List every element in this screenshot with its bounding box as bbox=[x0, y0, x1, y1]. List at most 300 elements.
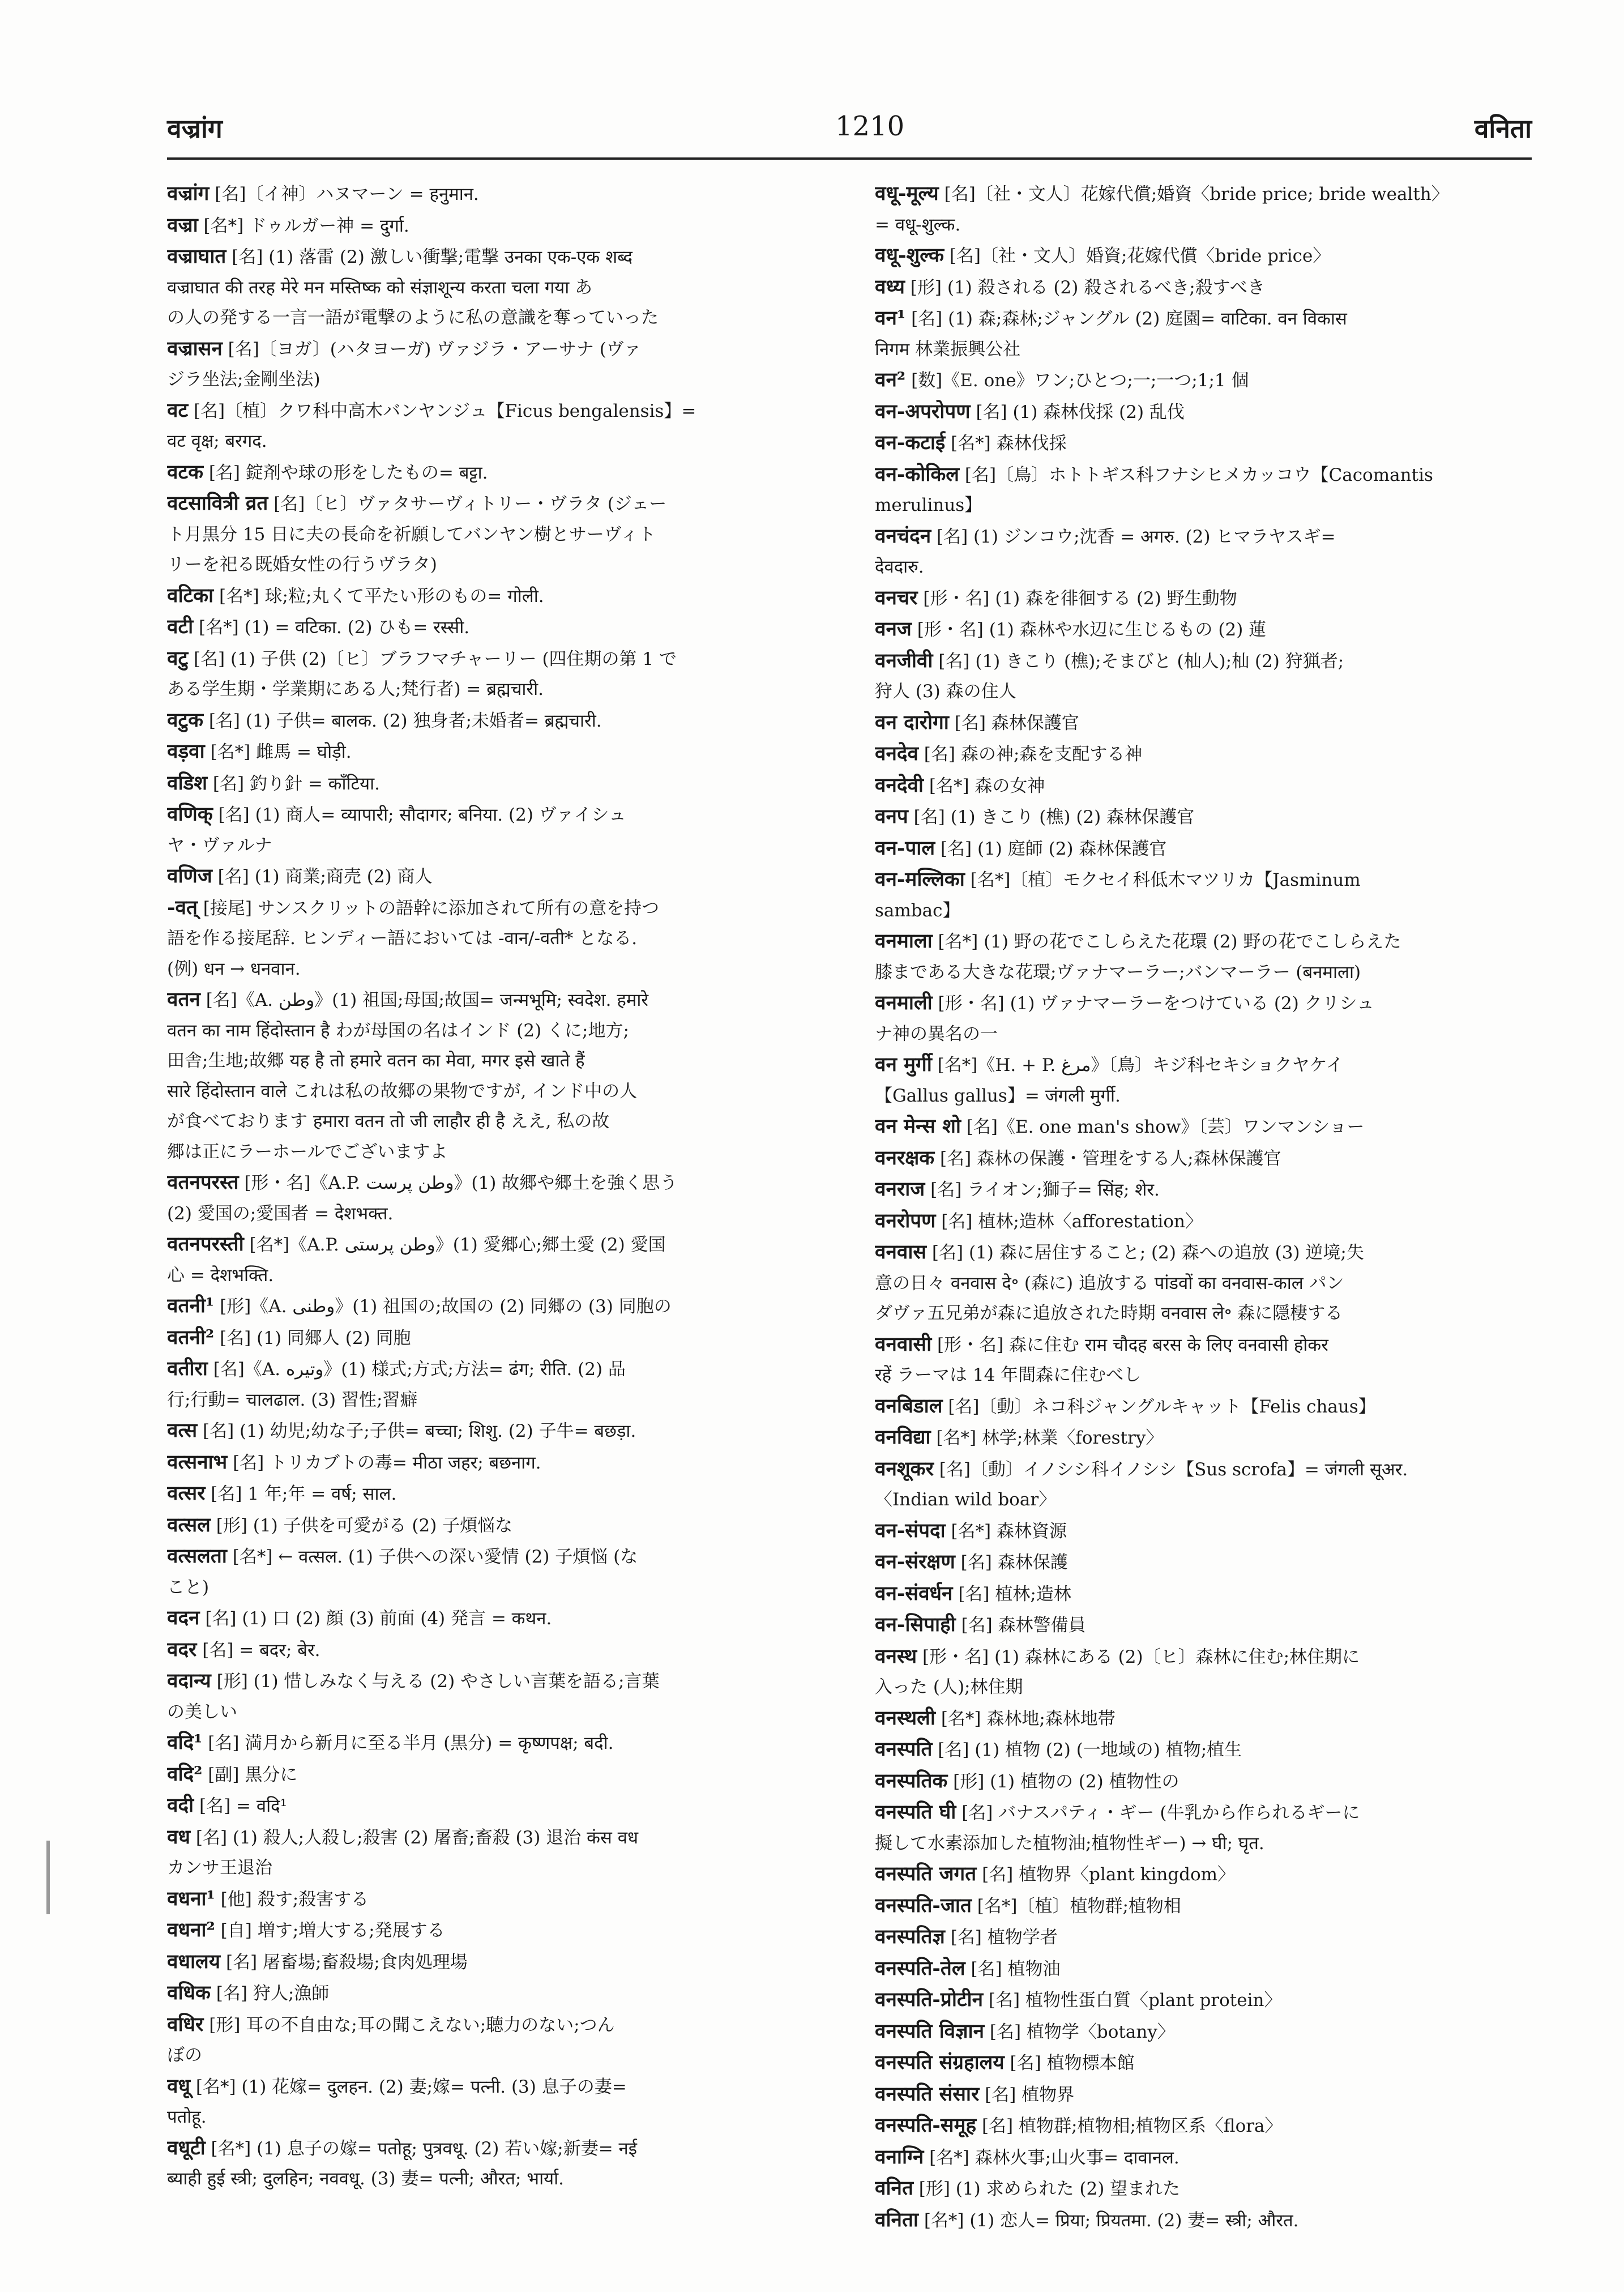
entry-headline: वदान्य [形] (1) 惜しみなく与える (2) やさしい言葉を語る;言葉 bbox=[167, 1669, 660, 1692]
dictionary-entry bbox=[167, 2071, 824, 2133]
entry-headline: वधू-शुल्क [名]〔社・文人〕婚資;花嫁代償〈bride price〉 bbox=[875, 244, 1331, 267]
entry-continuation: (2) 愛国の;愛国者 = देशभक्त. bbox=[167, 1203, 394, 1224]
dictionary-entry bbox=[167, 1291, 824, 1322]
dictionary-entry bbox=[167, 1354, 824, 1415]
entry-headline: वटी [名*] (1) = वटिका. (2) ひも= रस्सी. bbox=[167, 615, 470, 638]
dictionary-entry bbox=[167, 1229, 824, 1291]
entry-headline: वन दारोगा [名] 森林保護官 bbox=[875, 710, 1079, 734]
dictionary-entry bbox=[875, 1734, 1532, 1766]
dictionary-entry bbox=[167, 643, 824, 705]
entry-headline: वन मुर्गी [名*]《H. + P. مرغ》〔鳥〕キジ科セキショクヤケイ bbox=[875, 1053, 1344, 1076]
dictionary-entry bbox=[167, 1478, 824, 1510]
dictionary-entry bbox=[875, 1922, 1532, 1953]
headword: वनस्पति विज्ञान bbox=[875, 2019, 985, 2043]
entry-headline: वनस्पति घी [名] バナスパティ・ギー (牛乳から作られるギーに bbox=[875, 1800, 1360, 1824]
entry-continuation: (例) धन → धनवान. bbox=[167, 958, 301, 979]
headword: वट bbox=[167, 398, 189, 422]
headword: वज्रांग bbox=[167, 182, 210, 205]
entry-headline: वनस्पति संग्रहालय [名] 植物標本館 bbox=[875, 2051, 1135, 2074]
headword: वधूटी bbox=[167, 2136, 206, 2159]
entry-headline: वनित [形] (1) 求められた (2) 望まれた bbox=[875, 2176, 1181, 2200]
entry-headline: वत्सर [名] 1 年;年 = वर्ष; साल. bbox=[167, 1482, 397, 1505]
entry-headline: वनस्थ [形・名] (1) 森林にある (2)〔ヒ〕森林に住む;林住期に bbox=[875, 1644, 1360, 1668]
right-column bbox=[875, 178, 1532, 2236]
entry-continuation: sambac】 bbox=[875, 900, 960, 921]
entry-headline: वन मेन्स शो [名]《E. one man's show》〔芸〕ワンマンショー bbox=[875, 1115, 1365, 1138]
entry-headline: वनस्पति [名] (1) 植物 (2) (一地域の) 植物;植生 bbox=[875, 1738, 1242, 1761]
headword: वतनपरस्त bbox=[167, 1171, 239, 1194]
headword: वत्सर bbox=[167, 1482, 206, 1505]
headword: वज्रा bbox=[167, 213, 198, 237]
dictionary-entry bbox=[167, 768, 824, 800]
dictionary-entry bbox=[875, 272, 1532, 304]
headword: वनवासी bbox=[875, 1332, 932, 1356]
dictionary-entry bbox=[875, 1547, 1532, 1578]
dictionary-entry bbox=[875, 614, 1532, 646]
headword: वधना² bbox=[167, 1918, 215, 1941]
headword: वनस्पति-तेल bbox=[875, 1956, 965, 1980]
headword: वनस्पति-जात bbox=[875, 1893, 972, 1917]
headword: वनराज bbox=[875, 1177, 925, 1201]
dictionary-entry bbox=[875, 1206, 1532, 1237]
headword: वनप bbox=[875, 805, 908, 828]
entry-continuation: = वधू-शुल्क. bbox=[875, 214, 961, 235]
dictionary-entry bbox=[167, 1884, 824, 1915]
dictionary-entry bbox=[875, 926, 1532, 988]
dictionary-entry bbox=[167, 395, 824, 457]
entry-continuation: リーを祀る既婚女性の行うヴラタ) bbox=[167, 554, 437, 575]
headword: वतनी¹ bbox=[167, 1294, 215, 1317]
dictionary-entry bbox=[875, 1454, 1532, 1516]
dictionary-entry bbox=[875, 833, 1532, 865]
entry-headline: वन-पाल [名] (1) 庭師 (2) 森林保護官 bbox=[875, 836, 1167, 860]
headword: वन-सिपाही bbox=[875, 1613, 956, 1636]
headword: वनविद्या bbox=[875, 1425, 931, 1449]
entry-headline: वन-कोकिल [名]〔鳥〕ホトトギス科フナシヒメカッコウ【Cacomantis bbox=[875, 462, 1433, 486]
dictionary-entry bbox=[875, 1797, 1532, 1859]
entry-continuation: 田舎;生地;故郷 यह है तो हमारे वतन का मेवा, मगर इसे खाते हैं bbox=[167, 1051, 585, 1071]
headword: वदर bbox=[167, 1637, 197, 1661]
headword: वनस्पति जगत bbox=[875, 1862, 977, 1885]
entry-headline: वधू-मूल्य [名]〔社・文人〕花嫁代償;婚資〈bride price; bride wealth〉 bbox=[875, 182, 1449, 205]
entry-headline: वनज [形・名] (1) 森林や水辺に生じるもの (2) 蓮 bbox=[875, 617, 1267, 641]
dictionary-entry bbox=[167, 457, 824, 489]
entry-headline: वटसावित्री व्रत [名]〔ヒ〕ヴァタサーヴィトリー・ヴラタ (ジェー bbox=[167, 492, 667, 515]
headword: वनस्पतिक bbox=[875, 1769, 948, 1792]
dictionary-entry bbox=[875, 1422, 1532, 1454]
entry-headline: वनबिडाल [名]〔動〕ネコ科ジャングルキャット【Felis chaus】 bbox=[875, 1394, 1376, 1418]
entry-headline: वतन [名]《A. وطن》(1) 祖国;母国;故国= जन्मभूमि; स्वदेश. हमारे bbox=[167, 988, 649, 1011]
entry-headline: वज्रांग [名]〔イ神〕ハヌマーン = हनुमान. bbox=[167, 182, 479, 205]
entry-continuation: ब्याही हुई स्त्री; दुलहिन; नववधू. (3) 妻= पत्नी; औरत; भार्या. bbox=[167, 2169, 564, 2189]
headword: वतनपरस्ती bbox=[167, 1232, 244, 1256]
headword: वनज bbox=[875, 617, 912, 641]
entry-continuation: ダヴァ五兄弟が森に追放された時期 वनवास ले॰ 森に隠棲する bbox=[875, 1303, 1343, 1324]
entry-headline: वनशूकर [名]〔動〕イノシシ科イノシシ【Sus scrofa】= जंगली सूअर. bbox=[875, 1457, 1408, 1480]
entry-headline: वनस्पतिज्ञ [名] 植物学者 bbox=[875, 1925, 1058, 1948]
dictionary-entry bbox=[167, 1167, 824, 1229]
entry-headline: वदि¹ [名] 満月から新月に至る半月 (黒分) = कृष्णपक्ष; बदी. bbox=[167, 1731, 614, 1754]
headword: वदन bbox=[167, 1606, 200, 1629]
headword: वदी bbox=[167, 1794, 194, 1817]
entry-headline: वनस्पति-जात [名*]〔植〕植物群;植物相 bbox=[875, 1893, 1181, 1917]
entry-headline: वनस्पति संसार [名] 植物界 bbox=[875, 2082, 1075, 2106]
headword: वनचर bbox=[875, 586, 918, 609]
dictionary-entry bbox=[167, 799, 824, 861]
dictionary-entry bbox=[875, 521, 1532, 583]
headword: वन मुर्गी bbox=[875, 1053, 932, 1076]
entry-continuation: 語を作る接尾辞. ヒンディー語においては -वान/-वती* となる. bbox=[167, 928, 638, 949]
dictionary-entry bbox=[875, 801, 1532, 833]
entry-headline: वन² [数]《E. one》ワン;ひとつ;一;一つ;1;1 個 bbox=[875, 368, 1249, 391]
entry-headline: वटुक [名] (1) 子供= बालक. (2) 独身者;未婚者= ब्रह्मचारी. bbox=[167, 708, 602, 732]
entry-headline: वत्सलता [名*] ← वत्सल. (1) 子供への深い愛情 (2) 子煩悩 (な bbox=[167, 1544, 638, 1568]
headword: वणिज bbox=[167, 864, 212, 887]
headword: वन-संवर्धन bbox=[875, 1581, 953, 1605]
headword: वड़वा bbox=[167, 740, 205, 763]
headword: वटक bbox=[167, 460, 203, 484]
headword: वन-पाल bbox=[875, 836, 935, 860]
headword: वनबिडाल bbox=[875, 1394, 943, 1418]
headword: वटुक bbox=[167, 708, 203, 732]
headword: वन-संरक्षण bbox=[875, 1550, 955, 1573]
entry-headline: वनमाला [名*] (1) 野の花でこしらえた花環 (2) 野の花でこしらえた bbox=[875, 929, 1401, 953]
headword: वदि¹ bbox=[167, 1731, 203, 1754]
dictionary-entry bbox=[167, 488, 824, 581]
headword: वणिक् bbox=[167, 803, 213, 826]
entry-headline: वन-मल्लिका [名*]〔植〕モクセイ科低木マツリカ【Jasminum bbox=[875, 868, 1361, 891]
headword: वनमाली bbox=[875, 991, 933, 1014]
dictionary-entry bbox=[875, 1143, 1532, 1175]
headword: वन मेन्स शो bbox=[875, 1115, 961, 1138]
entry-continuation: 入った (人);林住期 bbox=[875, 1677, 1023, 1697]
headword: वनचंदन bbox=[875, 524, 931, 548]
dictionary-entry bbox=[167, 1947, 824, 1978]
entry-headline: वधालय [名] 屠畜場;畜殺場;食肉処理場 bbox=[167, 1949, 468, 1973]
dictionary-entry bbox=[167, 984, 824, 1167]
page-header bbox=[167, 110, 1532, 156]
entry-headline: वन-संपदा [名*] 森林資源 bbox=[875, 1518, 1067, 1542]
headword: वनरक्षक bbox=[875, 1146, 935, 1170]
headword: वनस्पति bbox=[875, 1738, 933, 1761]
entry-headline: वन-संवर्धन [名] 植林;造林 bbox=[875, 1581, 1071, 1605]
dictionary-entry bbox=[167, 1759, 824, 1791]
headword: वन¹ bbox=[875, 306, 906, 330]
dictionary-entry bbox=[875, 1703, 1532, 1735]
headword: वन-कोकिल bbox=[875, 462, 960, 486]
entry-headline: वडिश [名] 釣り針 = काँटिया. bbox=[167, 771, 380, 795]
entry-continuation: 膝まである大きな花環;ヴァナマーラー;バンマーラー (बनमाला) bbox=[875, 962, 1361, 983]
entry-headline: वटु [名] (1) 子供 (2)〔ヒ〕ブラフマチャーリー (四住期の第 1 で bbox=[167, 646, 677, 670]
dictionary-entry bbox=[875, 1859, 1532, 1890]
dictionary-entry bbox=[167, 1415, 824, 1447]
dictionary-entry bbox=[875, 1953, 1532, 1985]
entry-headline: वनाग्नि [名*] 森林火事;山火事= दावानल. bbox=[875, 2145, 1179, 2169]
headword: वनस्पति संग्रहालय bbox=[875, 2051, 1005, 2074]
dictionary-entry bbox=[875, 2205, 1532, 2236]
dictionary-entry bbox=[167, 1634, 824, 1666]
entry-headline: वनरोपण [名] 植林;造林〈afforestation〉 bbox=[875, 1209, 1203, 1232]
headword: वदान्य bbox=[167, 1669, 211, 1692]
headword: वन-कटाई bbox=[875, 431, 946, 454]
entry-headline: वणिज [名] (1) 商業;商売 (2) 商人 bbox=[167, 864, 433, 887]
dictionary-entry bbox=[167, 861, 824, 893]
header-right-guide-word: वनिता bbox=[1474, 113, 1532, 144]
entry-headline: वनचंदन [名] (1) ジンコウ;沈香 = अगरु. (2) ヒマラヤスギ= bbox=[875, 524, 1336, 548]
entry-headline: वनमाली [形・名] (1) ヴァナマーラーをつけている (2) クリシュ bbox=[875, 991, 1375, 1014]
entry-continuation: ナ神の異名の一 bbox=[875, 1023, 998, 1044]
entry-headline: वनविद्या [名*] 林学;林業〈forestry〉 bbox=[875, 1425, 1164, 1449]
entry-continuation: देवदारु. bbox=[875, 557, 924, 577]
headword: वत्सलता bbox=[167, 1544, 227, 1568]
dictionary-entry bbox=[167, 1447, 824, 1479]
entry-headline: वनस्पति-प्रोटीन [名] 植物性蛋白質〈plant protein〉 bbox=[875, 1988, 1282, 2011]
entry-headline: वदि² [副] 黒分に bbox=[167, 1762, 298, 1786]
headword: वत्स bbox=[167, 1419, 198, 1442]
entry-headline: वधू [名*] (1) 花嫁= दुलहन. (2) 妻;嫁= पत्नी. (3) 息子の妻= bbox=[167, 2074, 627, 2098]
entry-continuation: वतन का नाम हिंदोस्तान है わが母国の名はインド (2) くに;地方; bbox=[167, 1020, 629, 1041]
entry-continuation: ト月黒分 15 日に夫の長命を祈願してバンヤン樹とサーヴィト bbox=[167, 524, 656, 545]
entry-headline: वत्स [名] (1) 幼児;幼な子;子供= बच्चा; शिशु. (2) 子牛= बछड़ा. bbox=[167, 1419, 636, 1442]
headword: वधू-मूल्य bbox=[875, 182, 939, 205]
entry-headline: वदर [名] = बदर; बेर. bbox=[167, 1637, 320, 1661]
headword: वज्राघात bbox=[167, 245, 226, 268]
entry-continuation: 意の日々 वनवास दे॰ (森に) 追放する पांडवों का वनवास-काल パン bbox=[875, 1273, 1344, 1294]
dictionary-entry bbox=[167, 210, 824, 242]
entry-continuation: 郷は正にラーホールでございますよ bbox=[167, 1141, 448, 1162]
dictionary-entry bbox=[875, 2173, 1532, 2205]
headword: वनस्पतिज्ञ bbox=[875, 1925, 945, 1948]
headword: वधू bbox=[167, 2074, 190, 2098]
entry-headline: वनरक्षक [名] 森林の保護・管理をする人;森林保護官 bbox=[875, 1146, 1281, 1170]
dictionary-entry bbox=[167, 736, 824, 768]
entry-continuation: カンサ王退治 bbox=[167, 1858, 272, 1878]
dictionary-entry bbox=[875, 1049, 1532, 1111]
entry-headline: वनदेवी [名*] 森の女神 bbox=[875, 773, 1045, 797]
dictionary-entry bbox=[875, 864, 1532, 926]
entry-headline: वन-सिपाही [名] 森林警備員 bbox=[875, 1613, 1086, 1636]
entry-headline: वट [名]〔植〕クワ科中高木バンヤンジュ【Ficus bengalensis】= bbox=[167, 398, 696, 422]
header-rule bbox=[167, 157, 1532, 160]
entry-continuation: 【Gallus gallus】= जंगली मुर्गी. bbox=[875, 1085, 1121, 1106]
dictionary-entry bbox=[875, 2016, 1532, 2048]
entry-headline: वत्सल [形] (1) 子供を可愛がる (2) 子煩悩な bbox=[167, 1513, 513, 1536]
headword: वन² bbox=[875, 368, 906, 391]
dictionary-entry bbox=[167, 2009, 824, 2071]
headword: वन दारोगा bbox=[875, 710, 949, 734]
headword: वन-मल्लिका bbox=[875, 868, 965, 891]
dictionary-entry bbox=[167, 581, 824, 612]
entry-headline: वनराज [名] ライオン;獅子= सिंह; शेर. bbox=[875, 1177, 1160, 1201]
entry-headline: वतनपरस्त [形・名]《A.P. وطن پرست》(1) 故郷や郷土を強く思う bbox=[167, 1171, 678, 1194]
entry-headline: वनचर [形・名] (1) 森を徘徊する (2) 野生動物 bbox=[875, 586, 1237, 609]
dictionary-entry bbox=[875, 2079, 1532, 2111]
entry-continuation: の美しい bbox=[167, 1701, 237, 1722]
entry-continuation: 擬して水素添加した植物油;植物性ギー) → घी; घृत. bbox=[875, 1833, 1264, 1854]
headword: वनवास bbox=[875, 1240, 927, 1264]
dictionary-entry bbox=[167, 1322, 824, 1354]
entry-headline: वनस्पति-समूह [名] 植物群;植物相;植物区系〈flora〉 bbox=[875, 2114, 1283, 2137]
entry-headline: वतनी² [名] (1) 同郷人 (2) 同胞 bbox=[167, 1325, 411, 1349]
headword: वध bbox=[167, 1825, 190, 1849]
entry-continuation: ぼの bbox=[167, 2045, 202, 2065]
entry-headline: वधिक [名] 狩人;漁師 bbox=[167, 1981, 330, 2004]
dictionary-entry bbox=[875, 1111, 1532, 1143]
headword: वतन bbox=[167, 988, 200, 1011]
dictionary-entry bbox=[167, 893, 824, 985]
entry-headline: वज्रा [名*] ドゥルガー神 = दुर्गा. bbox=[167, 213, 409, 237]
entry-continuation: の人の発する一言一語が電撃のように私の意識を奪っていった bbox=[167, 308, 659, 328]
page-number: 1210 bbox=[835, 110, 905, 142]
dictionary-entry bbox=[875, 1610, 1532, 1641]
left-column bbox=[167, 178, 824, 2195]
entry-headline: वनदेव [名] 森の神;森を支配する神 bbox=[875, 742, 1143, 765]
dictionary-entry bbox=[167, 1510, 824, 1542]
dictionary-entry bbox=[875, 583, 1532, 614]
dictionary-entry bbox=[167, 1666, 824, 1727]
dictionary-entry bbox=[167, 1541, 824, 1603]
headword: वडिश bbox=[167, 771, 208, 795]
entry-headline: वन¹ [名] (1) 森;森林;ジャングル (2) 庭園= वाटिका. वन विकास bbox=[875, 306, 1347, 330]
dictionary-entry bbox=[167, 1915, 824, 1947]
headword: वनाग्नि bbox=[875, 2145, 924, 2169]
headword: वटी bbox=[167, 615, 194, 638]
headword: वनदेवी bbox=[875, 773, 924, 797]
headword: वनस्पति घी bbox=[875, 1800, 956, 1824]
headword: वनरोपण bbox=[875, 1209, 936, 1232]
entry-headline: वधना¹ [他] 殺す;殺害する bbox=[167, 1886, 369, 1910]
headword: वनजीवी bbox=[875, 648, 933, 672]
headword: वनस्पति-समूह bbox=[875, 2114, 977, 2137]
entry-continuation: ヤ・ヴァルナ bbox=[167, 835, 272, 856]
entry-continuation: ある学生期・学業期にある人;梵行者) = ब्रह्मचारी. bbox=[167, 679, 544, 699]
entry-headline: वनप [名] (1) きこり (樵) (2) 森林保護官 bbox=[875, 805, 1195, 828]
entry-continuation: こと) bbox=[167, 1577, 210, 1598]
entry-headline: वनस्पति विज्ञान [名] 植物学〈botany〉 bbox=[875, 2019, 1175, 2043]
entry-continuation: वट वृक्ष; बरगद. bbox=[167, 431, 267, 451]
entry-headline: वनजीवी [名] (1) きこり (樵);そまびと (杣人);杣 (2) 狩猟者; bbox=[875, 648, 1344, 672]
headword: वधालय bbox=[167, 1949, 221, 1973]
headword: वनदेव bbox=[875, 742, 918, 765]
dictionary-entry bbox=[875, 459, 1532, 521]
headword: वटिका bbox=[167, 583, 214, 607]
headword: वज्रासन bbox=[167, 336, 223, 360]
entry-headline: वदन [名] (1) 口 (2) 顔 (3) 前面 (4) 発言 = कथन. bbox=[167, 1606, 552, 1629]
entry-headline: वन-कटाई [名*] 森林伐採 bbox=[875, 431, 1067, 454]
headword: वनस्थली bbox=[875, 1706, 935, 1730]
dictionary-entry bbox=[875, 646, 1532, 707]
headword: वधिर bbox=[167, 2012, 204, 2036]
entry-continuation: वज्राघात की तरह मेरे मन मस्तिष्क को संज्ञाशून्य करता चला गया あ bbox=[167, 277, 593, 298]
entry-continuation: merulinus】 bbox=[875, 495, 982, 515]
dictionary-entry bbox=[875, 707, 1532, 739]
headword: वटसावित्री व्रत bbox=[167, 492, 268, 515]
entry-headline: वध [名] (1) 殺人;人殺し;殺害 (2) 屠畜;畜殺 (3) 退治 कंस वध bbox=[167, 1825, 639, 1849]
entry-headline: वत्सनाभ [名] トリカブトの毒= मीठा जहर; बछनाग. bbox=[167, 1450, 541, 1474]
dictionary-entry bbox=[875, 365, 1532, 396]
entry-headline: वज्राघात [名] (1) 落雷 (2) 激しい衝撃;電撃 उनका एक-एक शब्द bbox=[167, 245, 632, 268]
dictionary-entry bbox=[875, 1578, 1532, 1610]
entry-headline: वन-अपरोपण [名] (1) 森林伐採 (2) 乱伐 bbox=[875, 399, 1185, 423]
dictionary-entry bbox=[167, 1978, 824, 2009]
entry-continuation: 行;行動= चालढाल. (3) 習性;習癖 bbox=[167, 1389, 418, 1410]
entry-headline: वटिका [名*] 球;粒;丸くて平たい形のもの= गोली. bbox=[167, 583, 544, 607]
entry-headline: वटक [名] 錠剤や球の形をしたもの= बट्टा. bbox=[167, 460, 488, 484]
dictionary-entry bbox=[875, 2110, 1532, 2142]
headword: वध्य bbox=[875, 275, 905, 298]
dictionary-entry bbox=[875, 396, 1532, 428]
headword: वदि² bbox=[167, 1762, 203, 1786]
dictionary-entry bbox=[875, 1237, 1532, 1329]
dictionary-entry bbox=[167, 1727, 824, 1759]
entry-continuation: 〈Indian wild boar〉 bbox=[875, 1489, 1057, 1510]
headword: वनशूकर bbox=[875, 1457, 934, 1480]
entry-headline: वनस्पतिक [形] (1) 植物の (2) 植物性の bbox=[875, 1769, 1179, 1792]
dictionary-entry bbox=[875, 739, 1532, 770]
dictionary-entry bbox=[875, 240, 1532, 272]
dictionary-entry bbox=[875, 988, 1532, 1049]
header-left-guide-word: वज्रांग bbox=[167, 113, 223, 144]
headword: वनस्थ bbox=[875, 1644, 917, 1668]
dictionary-entry bbox=[167, 1822, 824, 1884]
dictionary-entry bbox=[875, 1766, 1532, 1798]
headword: वत्सल bbox=[167, 1513, 211, 1536]
entry-headline: वनस्थली [名*] 森林地;森林地帯 bbox=[875, 1706, 1116, 1730]
dictionary-entry bbox=[167, 2133, 824, 2195]
entry-continuation: 狩人 (3) 森の住人 bbox=[875, 681, 1016, 702]
entry-headline: वनवासी [形・名] 森に住む राम चौदह बरस के लिए वनवासी होकर bbox=[875, 1332, 1328, 1356]
dictionary-entry bbox=[167, 178, 824, 210]
dictionary-entry bbox=[875, 1984, 1532, 2016]
headword: वधू-शुल्क bbox=[875, 244, 944, 267]
entry-continuation: निगम 林業振興公社 bbox=[875, 339, 1021, 360]
dictionary-entry bbox=[875, 428, 1532, 459]
headword: वधिक bbox=[167, 1981, 211, 2004]
entry-headline: वनिता [名*] (1) 恋人= प्रिया; प्रियतमा. (2) 妻= स्त्री; औरत. bbox=[875, 2208, 1299, 2231]
dictionary-entry bbox=[875, 178, 1532, 240]
entry-headline: वज्रासन [名]〔ヨガ〕(ハタヨーガ) ヴァジラ・アーサナ (ヴァ bbox=[167, 336, 642, 360]
dictionary-entry bbox=[875, 1174, 1532, 1206]
entry-headline: वनवास [名] (1) 森に居住すること; (2) 森への追放 (3) 逆境;失 bbox=[875, 1240, 1364, 1264]
headword: वतनी² bbox=[167, 1325, 215, 1349]
headword: वटु bbox=[167, 646, 189, 670]
headword: वनस्पति संसार bbox=[875, 2082, 980, 2106]
dictionary-entry bbox=[875, 1890, 1532, 1922]
entry-headline: वधिर [形] 耳の不自由な;耳の聞こえない;聴力のない;つん bbox=[167, 2012, 615, 2036]
entry-continuation: 心 = देशभक्ति. bbox=[167, 1265, 274, 1286]
headword: वतीरा bbox=[167, 1357, 208, 1380]
headword: वनमाला bbox=[875, 929, 933, 953]
headword: वन-संपदा bbox=[875, 1518, 946, 1542]
entry-headline: वनस्पति-तेल [名] 植物油 bbox=[875, 1956, 1061, 1980]
entry-headline: वड़वा [名*] 雌馬 = घोड़ी. bbox=[167, 740, 352, 763]
entry-headline: वनस्पति जगत [名] 植物界〈plant kingdom〉 bbox=[875, 1862, 1236, 1885]
entry-headline: वतनपरस्ती [名*]《A.P. وطن پرستی》(1) 愛郷心;郷土愛 (2) 愛国 bbox=[167, 1232, 666, 1256]
headword: वन-अपरोपण bbox=[875, 399, 971, 423]
dictionary-entry bbox=[167, 705, 824, 737]
entry-headline: वन-संरक्षण [名] 森林保護 bbox=[875, 1550, 1068, 1573]
dictionary-entry bbox=[875, 1641, 1532, 1703]
entry-headline: वतीरा [名]《A. وتیره》(1) 様式;方式;方法= ढंग; रीति. (2) 品 bbox=[167, 1357, 626, 1380]
dictionary-entry bbox=[875, 2047, 1532, 2079]
dictionary-entry bbox=[875, 1391, 1532, 1423]
entry-headline: वतनी¹ [形]《A. وطنی》(1) 祖国の;故国の (2) 同郷の (3) 同胞の bbox=[167, 1294, 672, 1317]
entry-continuation: が食べております हमारा वतन तो जी लाहौर ही है ええ, 私の故 bbox=[167, 1111, 610, 1132]
scan-artifact bbox=[46, 1841, 50, 1914]
dictionary-entry bbox=[875, 1329, 1532, 1391]
headword: -वत् bbox=[167, 895, 198, 919]
dictionary-entry bbox=[167, 241, 824, 334]
